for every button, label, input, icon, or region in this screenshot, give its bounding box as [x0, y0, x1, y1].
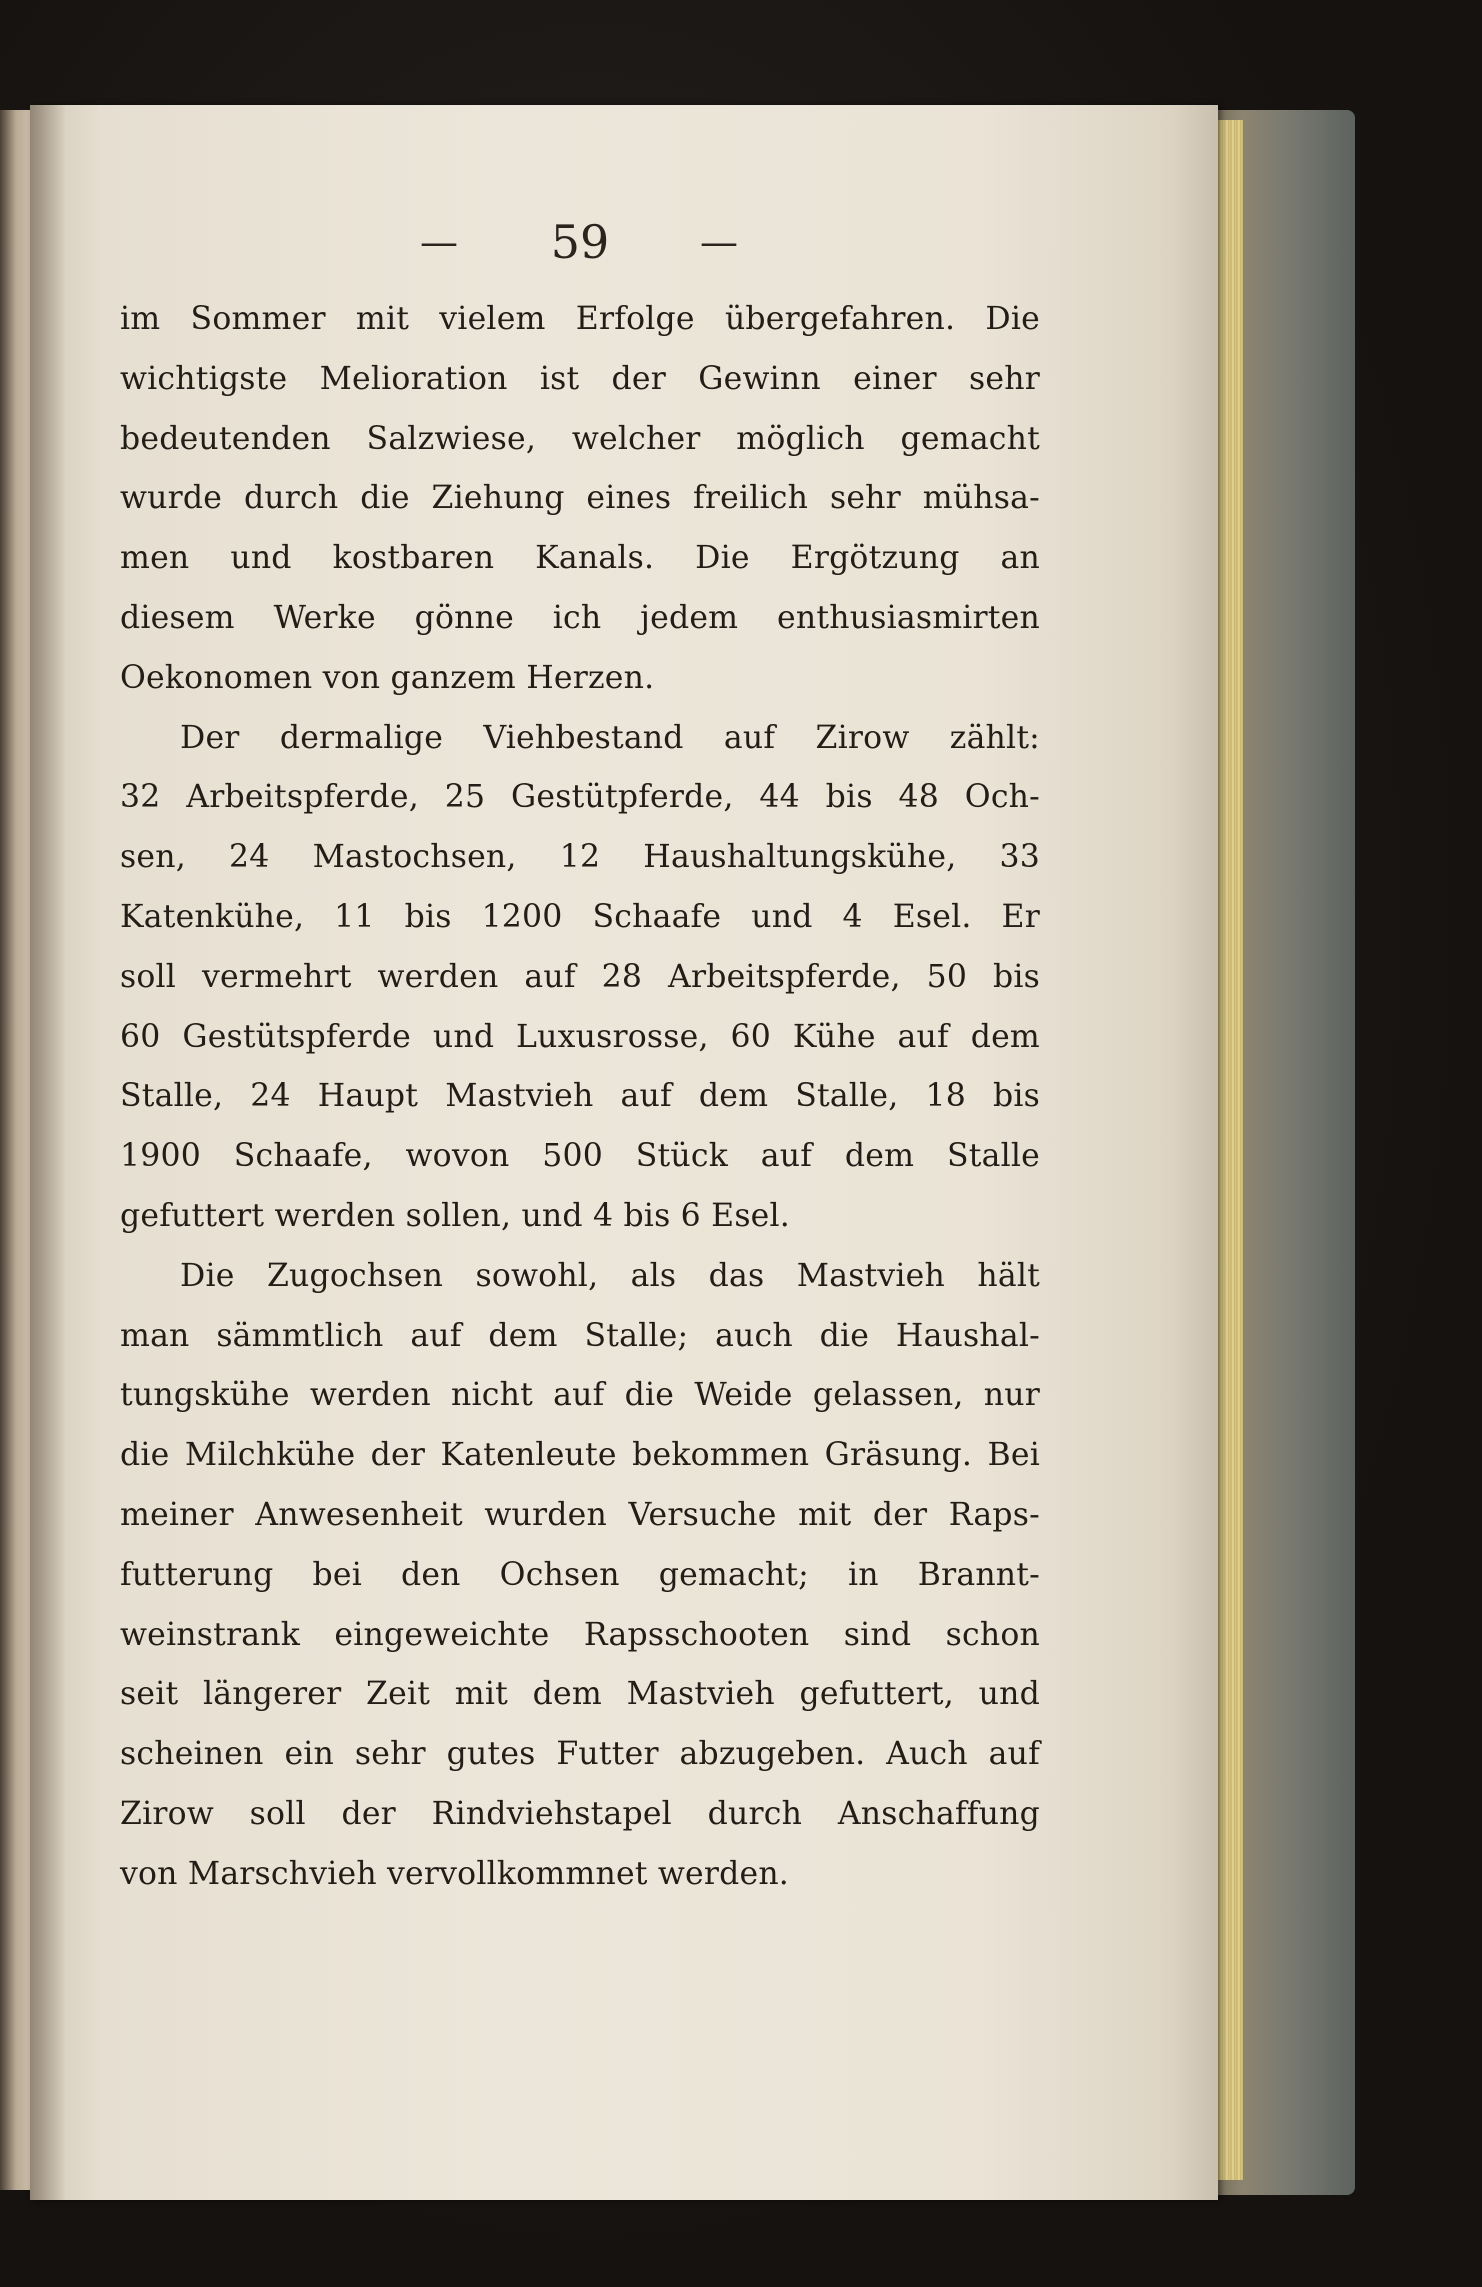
text-line: futterung bei den Ochsen gemacht; in Brannt- — [120, 1556, 1040, 1593]
text-line: im Sommer mit vielem Erfolge übergefahren. Die — [120, 301, 1040, 337]
page-header — [420, 212, 740, 272]
text-line: soll vermehrt werden auf 28 Arbeitspferde, 50 bis — [120, 958, 1040, 995]
text-line: 1900 Schaafe, wovon 500 Stück auf dem Stalle — [120, 1138, 1040, 1175]
text-line: man sämmtlich auf dem Stalle; auch die Haushal- — [120, 1317, 1040, 1354]
page-number: 59 — [550, 215, 610, 269]
text-line: wichtigste Melioration ist der Gewinn einer sehr — [120, 360, 1040, 397]
text-line: scheinen ein sehr gutes Futter abzugeben. Auch auf — [120, 1736, 1040, 1773]
text-line: Katenkühe, 11 bis 1200 Schaafe und 4 Esel. Er — [120, 898, 1040, 935]
text-line: tungskühe werden nicht auf die Weide gelassen, nur — [120, 1377, 1040, 1414]
header-right-dash: — — [699, 220, 740, 264]
text-line: seit längerer Zeit mit dem Mastvieh gefuttert, und — [120, 1676, 1040, 1713]
text-line: Stalle, 24 Haupt Mastvieh auf dem Stalle, 18 bis — [120, 1078, 1040, 1115]
gutter-shadow — [30, 105, 66, 2200]
text-line: 32 Arbeitspferde, 25 Gestütpferde, 44 bis 48 Och- — [120, 779, 1040, 816]
body-text — [120, 290, 1040, 1905]
text-line: meiner Anwesenheit wurden Versuche mit der Raps- — [120, 1496, 1040, 1533]
text-line: bedeutenden Salzwiese, welcher möglich gemacht — [120, 420, 1040, 457]
text-line: men und kostbaren Kanals. Die Ergötzung an — [120, 540, 1040, 577]
text-line: die Milchkühe der Katenleute bekommen Gräsung. Bei — [120, 1437, 1040, 1474]
header-left-dash: — — [420, 220, 460, 264]
text-line: von Marschvieh vervollkommnet werden. — [120, 1855, 790, 1892]
text-line: weinstrank eingeweichte Rapsschooten sind schon — [120, 1616, 1040, 1653]
text-line: Der dermalige Viehbestand auf Zirow zählt: — [180, 719, 1040, 756]
text-line: 60 Gestütspferde und Luxusrosse, 60 Kühe auf dem — [120, 1018, 1040, 1055]
text-line: Die Zugochsen sowohl, als das Mastvieh hält — [180, 1257, 1040, 1294]
text-line: wurde durch die Ziehung eines freilich sehr mühsa- — [120, 480, 1040, 517]
text-line: diesem Werke gönne ich jedem enthusiasmirten — [120, 599, 1040, 636]
text-line: Oekonomen von ganzem Herzen. — [120, 659, 655, 696]
text-line: sen, 24 Mastochsen, 12 Haushaltungskühe, 33 — [120, 839, 1040, 876]
text-line: Zirow soll der Rindviehstapel durch Anschaffung — [120, 1795, 1040, 1832]
text-line: gefuttert werden sollen, und 4 bis 6 Esel. — [120, 1197, 791, 1234]
